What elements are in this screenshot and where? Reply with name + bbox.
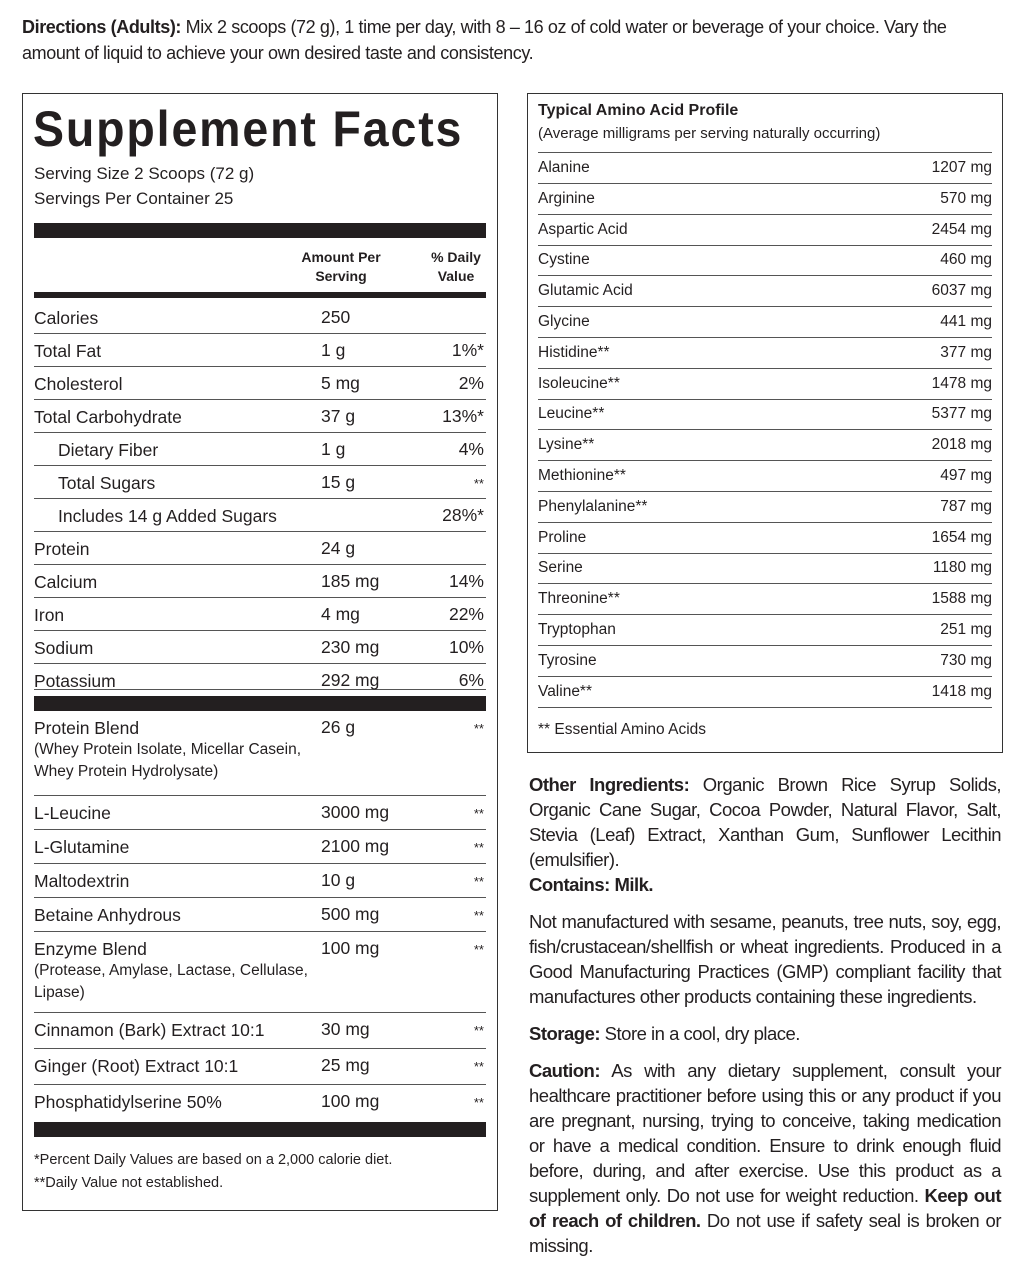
amino-value: 1654 mg xyxy=(931,528,992,546)
amino-name: Tyrosine xyxy=(538,651,597,669)
nutrient-name: Calories xyxy=(34,308,99,328)
nutrient-name: Betaine Anhydrous xyxy=(34,905,181,925)
amino-value: 2454 mg xyxy=(931,220,992,238)
nutrient-name-cell xyxy=(34,870,129,892)
amino-value: 1478 mg xyxy=(931,374,992,392)
amino-row xyxy=(538,153,992,184)
nutrient-amount: 30 mg xyxy=(321,1019,370,1039)
nutrient-name-cell xyxy=(34,406,182,428)
nutrient-daily-value: 1%* xyxy=(451,340,484,360)
contains-allergen: Contains: Milk. xyxy=(529,874,654,895)
nutrient-name: Protein Blend xyxy=(34,718,140,738)
label-text xyxy=(529,772,1001,1270)
nutrient-daily-value: ** xyxy=(473,1095,484,1110)
nutrient-name-cell xyxy=(58,472,155,494)
amino-acid-profile-panel xyxy=(527,93,1003,753)
storage-text: Store in a cool, dry place. xyxy=(600,1023,800,1044)
amino-name: Histidine** xyxy=(538,343,610,361)
nutrient-row xyxy=(34,334,486,367)
nutrient-name: Sodium xyxy=(34,638,94,658)
amino-name: Tryptophan xyxy=(538,621,616,638)
nutrient-daily-value: 6% xyxy=(458,670,484,690)
amino-row xyxy=(538,184,992,215)
storage xyxy=(529,1021,1001,1046)
nutrient-name-cell xyxy=(34,904,181,926)
thick-divider xyxy=(34,696,486,711)
allergen-statement: Not manufactured with sesame, peanuts, tree nuts, soy, egg, fish/crustacean/shellfish or wheat ingredients. Produced in a Good Manufacturing Practices (GMP) compliant facility that manufactures other products containing these ingredients. xyxy=(529,911,1001,1007)
other-ingredients-label: Other Ingredients: xyxy=(529,774,690,795)
nutrient-amount: 230 mg xyxy=(321,637,380,657)
amino-row xyxy=(538,615,992,646)
amino-row xyxy=(538,646,992,677)
nutrient-name: Total Sugars xyxy=(58,473,156,493)
nutrient-row xyxy=(34,711,486,796)
caution-label: Caution: xyxy=(529,1060,601,1081)
amount-per-serving-header: Amount Per Serving xyxy=(301,249,381,284)
nutrient-row xyxy=(34,466,486,499)
amino-value: 497 mg xyxy=(940,467,992,484)
nutrient-name-cell xyxy=(34,670,116,692)
nutrient-amount: 292 mg xyxy=(321,670,380,690)
nutrient-amount: 1 g xyxy=(321,340,346,360)
amino-row xyxy=(538,553,992,584)
other-ingredients-text: Organic Brown Rice Syrup Solids, Organic Cane Sugar, Cocoa Powder, Natural Flavor, Salt, Stevia (Leaf) Extract, Xanthan Gum, Sunflower Lecithin (emulsifier). xyxy=(529,774,1001,870)
nutrient-name-cell xyxy=(34,717,309,783)
nutrient-name: Protein xyxy=(34,539,90,559)
directions-label: Directions (Adults): xyxy=(22,17,182,37)
nutrient-amount: 15 g xyxy=(321,472,356,492)
nutrient-name-cell xyxy=(34,802,111,824)
footnote-dv: *Percent Daily Values are based on a 2,000 calorie diet. xyxy=(34,1152,393,1168)
nutrient-name-cell xyxy=(34,340,101,362)
nutrient-daily-value: 28%* xyxy=(442,505,484,525)
nutrient-row xyxy=(34,1085,486,1119)
amino-name: Glycine xyxy=(538,313,590,330)
nutrient-subtext: (Whey Protein Isolate, Micellar Casein, Whey Protein Hydrolysate) xyxy=(34,741,302,780)
amino-value: 730 mg xyxy=(940,651,992,669)
caution xyxy=(529,1058,1001,1258)
amino-row xyxy=(538,338,992,369)
nutrient-amount: 26 g xyxy=(321,717,356,737)
nutrient-name-cell xyxy=(34,637,93,659)
amino-footnote: ** Essential Amino Acids xyxy=(538,721,707,738)
amino-value: 570 mg xyxy=(940,189,992,207)
amino-value: 1180 mg xyxy=(932,559,992,577)
nutrient-name-cell xyxy=(58,439,158,461)
amino-value: 377 mg xyxy=(940,343,992,361)
nutrient-amount: 185 mg xyxy=(321,571,380,591)
directions xyxy=(22,14,1007,66)
nutrient-row xyxy=(34,598,486,631)
amino-name: Proline xyxy=(538,528,587,546)
serving-size: Serving Size 2 Scoops (72 g) xyxy=(34,164,255,183)
amino-value: 441 mg xyxy=(940,313,992,330)
nutrient-amount: 100 mg xyxy=(321,1091,380,1111)
caution-text: As with any dietary supplement, consult your healthcare practitioner before using this or any product if you are pregnant, nursing, trying to conceive, taking medication or have a medical condition. Ensure to drink enough fluid before, during, and after exercise. Use this product as a supplement only. Do not use for weight reduction. xyxy=(529,1060,1001,1206)
amino-row xyxy=(538,369,992,400)
nutrient-row xyxy=(34,301,486,334)
caution-children: Keep out of reach of children. xyxy=(529,1185,1001,1231)
amino-name: Glutamic Acid xyxy=(538,282,633,300)
amino-value: 787 mg xyxy=(940,497,992,515)
amino-row xyxy=(538,245,992,276)
nutrient-row xyxy=(34,499,486,532)
nutrient-name: L-Glutamine xyxy=(34,837,130,857)
nutrient-amount: 24 g xyxy=(321,538,356,558)
header-divider xyxy=(538,122,992,153)
amino-value: 1207 mg xyxy=(931,159,992,176)
nutrient-amount: 1 g xyxy=(321,439,346,459)
nutrient-name: Iron xyxy=(34,605,65,625)
amino-name: Valine** xyxy=(538,682,593,700)
nutrient-name: Total Carbohydrate xyxy=(34,407,182,427)
nutrient-amount: 100 mg xyxy=(321,938,380,958)
nutrient-row xyxy=(34,898,486,932)
nutrient-name-cell xyxy=(34,938,309,1004)
amino-name: Threonine** xyxy=(538,590,620,608)
nutrient-row xyxy=(34,433,486,466)
nutrient-name: Phosphatidylserine 50% xyxy=(34,1092,222,1112)
servings-per-container: Servings Per Container 25 xyxy=(34,189,234,208)
nutrient-name-cell xyxy=(34,307,98,329)
thick-divider xyxy=(34,223,486,238)
nutrient-daily-value: ** xyxy=(473,874,484,889)
amino-value: 6037 mg xyxy=(931,282,992,300)
nutrient-amount: 10 g xyxy=(321,870,356,890)
amino-row xyxy=(538,276,992,307)
nutrient-name-cell xyxy=(34,373,123,395)
amino-name: Alanine xyxy=(538,159,590,176)
nutrient-daily-value: ** xyxy=(473,1059,484,1074)
nutrient-amount: 3000 mg xyxy=(321,802,390,822)
panel-title: Supplement Facts xyxy=(33,101,464,157)
nutrient-daily-value: 14% xyxy=(448,571,484,591)
nutrient-row xyxy=(34,932,486,1013)
nutrient-amount: 2100 mg xyxy=(321,836,390,856)
nutrient-name-cell xyxy=(34,1055,238,1077)
amino-row xyxy=(538,523,992,554)
nutrient-name-cell xyxy=(58,505,277,527)
nutrient-amount: 5 mg xyxy=(321,373,360,393)
nutrient-name: Includes 14 g Added Sugars xyxy=(58,506,277,526)
amino-row xyxy=(538,677,992,708)
amino-row xyxy=(538,399,992,430)
amino-row xyxy=(538,307,992,338)
amino-row xyxy=(538,584,992,615)
amino-name: Isoleucine** xyxy=(538,374,620,392)
amino-value: 460 mg xyxy=(940,251,992,269)
nutrient-name: Total Fat xyxy=(34,341,102,361)
nutrient-daily-value: 10% xyxy=(448,637,484,657)
nutrient-daily-value: 22% xyxy=(448,604,484,624)
amino-name: Cystine xyxy=(538,251,590,269)
nutrient-name: Maltodextrin xyxy=(34,871,130,891)
nutrient-name: Cinnamon (Bark) Extract 10:1 xyxy=(34,1020,265,1040)
amino-name: Arginine xyxy=(538,189,595,207)
nutrient-daily-value: ** xyxy=(473,840,484,855)
nutrient-name-cell xyxy=(34,1091,222,1113)
nutrient-amount: 25 mg xyxy=(321,1055,370,1075)
nutrient-name-cell xyxy=(34,836,129,858)
nutrient-daily-value: ** xyxy=(473,476,484,491)
amino-name: Aspartic Acid xyxy=(538,220,628,238)
footnote-not-established: **Daily Value not established. xyxy=(34,1175,224,1191)
nutrient-name: Calcium xyxy=(34,572,98,592)
amino-name: Lysine** xyxy=(538,436,595,454)
nutrient-row xyxy=(34,400,486,433)
nutrient-name: Dietary Fiber xyxy=(58,440,159,460)
nutrient-name-cell xyxy=(34,1019,265,1041)
directions-text: Mix 2 scoops (72 g), 1 time per day, with 8 – 16 oz of cold water or beverage of your choice. Vary the amount of liquid to achieve your own desired taste and consistency. xyxy=(22,17,947,63)
nutrient-row xyxy=(34,631,486,664)
other-ingredients xyxy=(529,772,1001,897)
nutrient-daily-value: ** xyxy=(473,721,484,736)
amino-row xyxy=(538,430,992,461)
nutrient-row xyxy=(34,796,486,830)
amino-subtitle: (Average milligrams per serving naturally occurring) xyxy=(538,125,881,142)
nutrient-row xyxy=(34,532,486,565)
amino-row xyxy=(538,215,992,246)
nutrient-row xyxy=(34,664,486,690)
nutrient-amount: 500 mg xyxy=(321,904,380,924)
amino-value: 2018 mg xyxy=(931,436,992,454)
nutrient-name-cell xyxy=(34,604,64,626)
supplement-facts-panel xyxy=(22,93,498,1211)
nutrient-daily-value: ** xyxy=(473,908,484,923)
daily-value-header: % Daily Value xyxy=(431,249,481,284)
amino-name: Leucine** xyxy=(538,405,605,423)
amino-row xyxy=(538,461,992,492)
amino-title: Typical Amino Acid Profile xyxy=(538,102,739,119)
nutrient-name-cell xyxy=(34,571,97,593)
nutrient-daily-value: 13%* xyxy=(442,406,484,426)
amino-row xyxy=(538,492,992,523)
nutrient-row xyxy=(34,565,486,598)
nutrient-daily-value: 4% xyxy=(458,439,484,459)
amino-value: 5377 mg xyxy=(931,405,992,423)
nutrient-row xyxy=(34,830,486,864)
nutrient-row xyxy=(34,1049,486,1085)
divider xyxy=(34,292,486,298)
nutrient-row xyxy=(34,864,486,898)
nutrient-amount: 4 mg xyxy=(321,604,360,624)
nutrient-daily-value: ** xyxy=(473,1023,484,1038)
nutrient-daily-value: ** xyxy=(473,942,484,957)
nutrient-name: Ginger (Root) Extract 10:1 xyxy=(34,1056,239,1076)
nutrient-daily-value: 2% xyxy=(458,373,484,393)
nutrient-daily-value: ** xyxy=(473,806,484,821)
storage-label: Storage: xyxy=(529,1023,601,1044)
nutrient-row xyxy=(34,1013,486,1049)
nutrient-row xyxy=(34,367,486,400)
amino-name: Phenylalanine** xyxy=(538,497,648,515)
nutrient-subtext: (Protease, Amylase, Lactase, Cellulase, Lipase) xyxy=(34,962,308,1001)
amino-name: Serine xyxy=(538,559,583,577)
nutrient-amount: 250 xyxy=(321,307,351,327)
nutrient-name: Enzyme Blend xyxy=(34,939,147,959)
nutrient-amount: 37 g xyxy=(321,406,356,426)
thick-divider xyxy=(34,1122,486,1137)
amino-value: 1418 mg xyxy=(931,682,992,700)
amino-value: 251 mg xyxy=(940,621,992,638)
nutrient-name: Potassium xyxy=(34,671,116,691)
amino-name: Methionine** xyxy=(538,467,626,484)
nutrient-name-cell xyxy=(34,538,89,560)
nutrient-name: L-Leucine xyxy=(34,803,111,823)
nutrient-name: Cholesterol xyxy=(34,374,123,394)
caution-end: Do not use if safety seal is broken or missing. xyxy=(529,1210,1001,1256)
amino-value: 1588 mg xyxy=(931,590,992,608)
